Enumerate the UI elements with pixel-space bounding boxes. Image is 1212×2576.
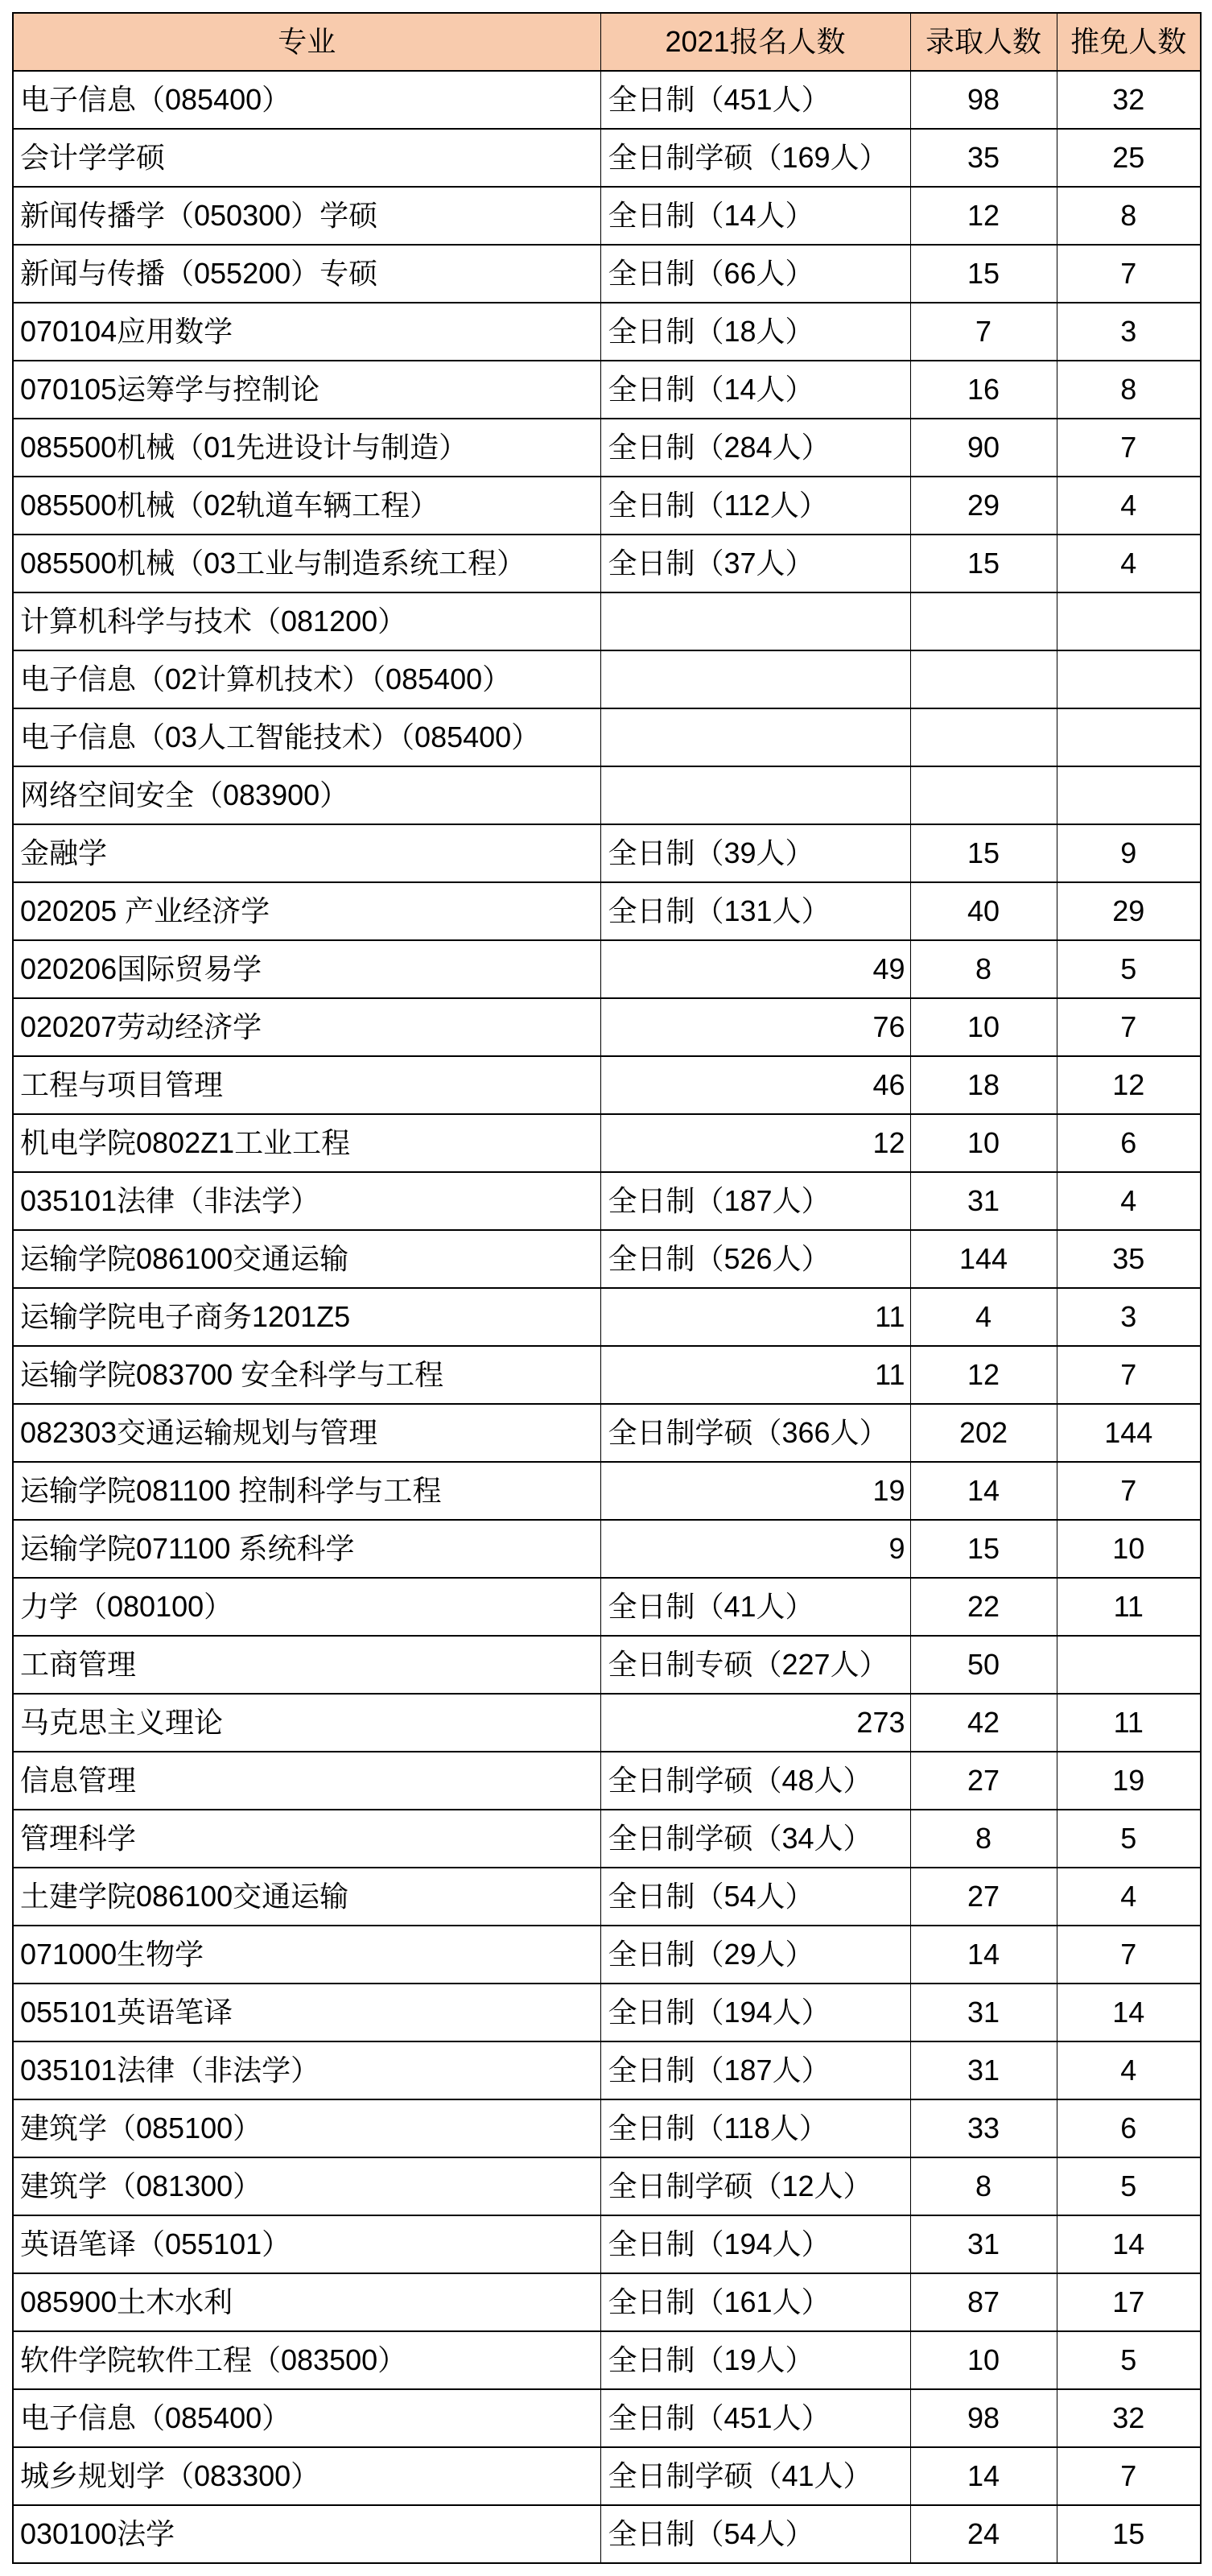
- applicants-cell: [600, 766, 910, 824]
- applicants-cell: 全日制（18人）: [600, 303, 910, 361]
- exempt-cell: 12: [1057, 1056, 1201, 1114]
- major-cell: 会计学学硕: [13, 129, 600, 187]
- table-row: [13, 1404, 1201, 1462]
- major-cell: 新闻传播学（050300）学硕: [13, 187, 600, 245]
- exempt-cell: 5: [1057, 2157, 1201, 2215]
- major-cell: 建筑学（085100）: [13, 2099, 600, 2157]
- applicants-cell: 76: [600, 998, 910, 1056]
- applicants-cell: 全日制（29人）: [600, 1926, 910, 1984]
- table-row: [13, 1520, 1201, 1578]
- admitted-cell: 35: [910, 129, 1057, 187]
- applicants-cell: 全日制（161人）: [600, 2273, 910, 2331]
- admitted-cell: 33: [910, 2099, 1057, 2157]
- table-row: [13, 2273, 1201, 2331]
- major-cell: 085500机械（01先进设计与制造）: [13, 419, 600, 477]
- major-cell: 建筑学（081300）: [13, 2157, 600, 2215]
- table-row: [13, 1346, 1201, 1404]
- major-cell: 金融学: [13, 824, 600, 882]
- applicants-cell: 49: [600, 940, 910, 998]
- exempt-cell: 7: [1057, 998, 1201, 1056]
- admitted-cell: 12: [910, 1346, 1057, 1404]
- applicants-cell: 全日制（194人）: [600, 2215, 910, 2273]
- admitted-cell: 4: [910, 1288, 1057, 1346]
- admitted-cell: 16: [910, 361, 1057, 419]
- admitted-cell: 40: [910, 882, 1057, 940]
- table-row: [13, 419, 1201, 477]
- exempt-cell: 3: [1057, 303, 1201, 361]
- table-row: [13, 2157, 1201, 2215]
- exempt-cell: 11: [1057, 1694, 1201, 1752]
- admitted-cell: 24: [910, 2505, 1057, 2563]
- admitted-cell: 15: [910, 535, 1057, 592]
- applicants-cell: 全日制（66人）: [600, 245, 910, 303]
- applicants-cell: 全日制学硕（366人）: [600, 1404, 910, 1462]
- major-cell: 信息管理: [13, 1752, 600, 1810]
- exempt-cell: 144: [1057, 1404, 1201, 1462]
- major-cell: 工程与项目管理: [13, 1056, 600, 1114]
- admitted-cell: [910, 766, 1057, 824]
- admitted-cell: 144: [910, 1230, 1057, 1288]
- applicants-cell: 全日制（14人）: [600, 361, 910, 419]
- exempt-cell: [1057, 650, 1201, 708]
- table-row: [13, 2447, 1201, 2505]
- table-row: [13, 708, 1201, 766]
- exempt-cell: 15: [1057, 2505, 1201, 2563]
- admitted-cell: [910, 708, 1057, 766]
- major-cell: 软件学院软件工程（083500）: [13, 2331, 600, 2389]
- exempt-cell: 7: [1057, 1462, 1201, 1520]
- table-row: [13, 187, 1201, 245]
- admissions-table: [12, 12, 1202, 2564]
- exempt-cell: 8: [1057, 361, 1201, 419]
- major-cell: 运输学院电子商务1201Z5: [13, 1288, 600, 1346]
- exempt-cell: 5: [1057, 2331, 1201, 2389]
- table-row: [13, 1984, 1201, 2041]
- applicants-cell: [600, 592, 910, 650]
- major-cell: 电子信息（03人工智能技术）（085400）: [13, 708, 600, 766]
- applicants-cell: 全日制学硕（12人）: [600, 2157, 910, 2215]
- applicants-cell: 全日制（451人）: [600, 2389, 910, 2447]
- admitted-cell: 31: [910, 1172, 1057, 1230]
- admitted-cell: 8: [910, 940, 1057, 998]
- exempt-cell: 4: [1057, 535, 1201, 592]
- admitted-cell: 31: [910, 2215, 1057, 2273]
- exempt-cell: 5: [1057, 940, 1201, 998]
- admitted-cell: 15: [910, 245, 1057, 303]
- major-cell: 城乡规划学（083300）: [13, 2447, 600, 2505]
- applicants-cell: 全日制（451人）: [600, 71, 910, 129]
- major-cell: 运输学院083700 安全科学与工程: [13, 1346, 600, 1404]
- table-row: [13, 1114, 1201, 1172]
- table-row: [13, 998, 1201, 1056]
- applicants-cell: 全日制（54人）: [600, 1868, 910, 1926]
- major-cell: 020206国际贸易学: [13, 940, 600, 998]
- applicants-cell: 全日制学硕（34人）: [600, 1810, 910, 1868]
- table-row: [13, 2041, 1201, 2099]
- table-row: [13, 1230, 1201, 1288]
- admitted-cell: 12: [910, 187, 1057, 245]
- major-cell: 运输学院081100 控制科学与工程: [13, 1462, 600, 1520]
- exempt-cell: 8: [1057, 187, 1201, 245]
- major-cell: 035101法律（非法学）: [13, 1172, 600, 1230]
- exempt-cell: 19: [1057, 1752, 1201, 1810]
- table-row: [13, 2505, 1201, 2563]
- applicants-cell: [600, 650, 910, 708]
- major-cell: 电子信息（02计算机技术）（085400）: [13, 650, 600, 708]
- table-row: [13, 1694, 1201, 1752]
- exempt-cell: 14: [1057, 2215, 1201, 2273]
- table-row: [13, 1288, 1201, 1346]
- exempt-cell: 6: [1057, 2099, 1201, 2157]
- exempt-cell: [1057, 592, 1201, 650]
- applicants-cell: 11: [600, 1288, 910, 1346]
- major-cell: 085500机械（03工业与制造系统工程）: [13, 535, 600, 592]
- applicants-cell: 46: [600, 1056, 910, 1114]
- major-cell: 管理科学: [13, 1810, 600, 1868]
- exempt-cell: 17: [1057, 2273, 1201, 2331]
- table-row: [13, 245, 1201, 303]
- major-cell: 运输学院071100 系统科学: [13, 1520, 600, 1578]
- admitted-cell: 14: [910, 1462, 1057, 1520]
- table-row: [13, 1926, 1201, 1984]
- applicants-cell: 19: [600, 1462, 910, 1520]
- table-row: [13, 1172, 1201, 1230]
- exempt-cell: 3: [1057, 1288, 1201, 1346]
- major-cell: 070105运筹学与控制论: [13, 361, 600, 419]
- admitted-cell: 14: [910, 1926, 1057, 1984]
- exempt-cell: 7: [1057, 419, 1201, 477]
- header-applicants: 2021报名人数: [600, 13, 910, 71]
- table-row: [13, 303, 1201, 361]
- admitted-cell: 87: [910, 2273, 1057, 2331]
- table-row: [13, 650, 1201, 708]
- exempt-cell: [1057, 708, 1201, 766]
- exempt-cell: 29: [1057, 882, 1201, 940]
- exempt-cell: 7: [1057, 1926, 1201, 1984]
- major-cell: 035101法律（非法学）: [13, 2041, 600, 2099]
- major-cell: 055101英语笔译: [13, 1984, 600, 2041]
- major-cell: 030100法学: [13, 2505, 600, 2563]
- table-row: [13, 1868, 1201, 1926]
- admitted-cell: 10: [910, 998, 1057, 1056]
- applicants-cell: 全日制（526人）: [600, 1230, 910, 1288]
- applicants-cell: 12: [600, 1114, 910, 1172]
- exempt-cell: 7: [1057, 2447, 1201, 2505]
- table-row: [13, 1752, 1201, 1810]
- applicants-cell: 9: [600, 1520, 910, 1578]
- admitted-cell: 10: [910, 1114, 1057, 1172]
- table-row: [13, 882, 1201, 940]
- major-cell: 085500机械（02轨道车辆工程）: [13, 477, 600, 535]
- applicants-cell: 全日制（39人）: [600, 824, 910, 882]
- major-cell: 电子信息（085400）: [13, 2389, 600, 2447]
- admitted-cell: 98: [910, 71, 1057, 129]
- exempt-cell: 4: [1057, 477, 1201, 535]
- applicants-cell: 全日制（14人）: [600, 187, 910, 245]
- applicants-cell: 全日制学硕（41人）: [600, 2447, 910, 2505]
- table-row: [13, 1578, 1201, 1636]
- header-row: [13, 13, 1201, 71]
- exempt-cell: [1057, 766, 1201, 824]
- applicants-cell: 全日制（187人）: [600, 2041, 910, 2099]
- table-row: [13, 129, 1201, 187]
- applicants-cell: 全日制学硕（169人）: [600, 129, 910, 187]
- table-row: [13, 1056, 1201, 1114]
- exempt-cell: [1057, 1636, 1201, 1694]
- table-row: [13, 2389, 1201, 2447]
- table-row: [13, 361, 1201, 419]
- major-cell: 电子信息（085400）: [13, 71, 600, 129]
- major-cell: 085900土木水利: [13, 2273, 600, 2331]
- admitted-cell: 50: [910, 1636, 1057, 1694]
- applicants-cell: 全日制（41人）: [600, 1578, 910, 1636]
- admitted-cell: 10: [910, 2331, 1057, 2389]
- table-row: [13, 766, 1201, 824]
- admitted-cell: 202: [910, 1404, 1057, 1462]
- table-row: [13, 1462, 1201, 1520]
- table-row: [13, 477, 1201, 535]
- applicants-cell: 全日制（194人）: [600, 1984, 910, 2041]
- exempt-cell: 4: [1057, 1172, 1201, 1230]
- major-cell: 力学（080100）: [13, 1578, 600, 1636]
- admitted-cell: 31: [910, 2041, 1057, 2099]
- applicants-cell: 全日制（284人）: [600, 419, 910, 477]
- table-row: [13, 1636, 1201, 1694]
- exempt-cell: 7: [1057, 1346, 1201, 1404]
- applicants-cell: 11: [600, 1346, 910, 1404]
- major-cell: 工商管理: [13, 1636, 600, 1694]
- admitted-cell: 98: [910, 2389, 1057, 2447]
- applicants-cell: 全日制（112人）: [600, 477, 910, 535]
- table-row: [13, 2099, 1201, 2157]
- applicants-cell: 全日制（118人）: [600, 2099, 910, 2157]
- exempt-cell: 10: [1057, 1520, 1201, 1578]
- major-cell: 马克思主义理论: [13, 1694, 600, 1752]
- header-major: 专业: [13, 13, 600, 71]
- major-cell: 070104应用数学: [13, 303, 600, 361]
- applicants-cell: 全日制（54人）: [600, 2505, 910, 2563]
- exempt-cell: 32: [1057, 2389, 1201, 2447]
- exempt-cell: 25: [1057, 129, 1201, 187]
- applicants-cell: [600, 708, 910, 766]
- major-cell: 网络空间安全（083900）: [13, 766, 600, 824]
- table-row: [13, 592, 1201, 650]
- admitted-cell: 7: [910, 303, 1057, 361]
- admitted-cell: 8: [910, 2157, 1057, 2215]
- applicants-cell: 全日制专硕（227人）: [600, 1636, 910, 1694]
- major-cell: 运输学院086100交通运输: [13, 1230, 600, 1288]
- table-row: [13, 535, 1201, 592]
- applicants-cell: 全日制学硕（48人）: [600, 1752, 910, 1810]
- admitted-cell: 29: [910, 477, 1057, 535]
- admitted-cell: [910, 592, 1057, 650]
- exempt-cell: 5: [1057, 1810, 1201, 1868]
- exempt-cell: 4: [1057, 2041, 1201, 2099]
- admitted-cell: 14: [910, 2447, 1057, 2505]
- header-admitted: 录取人数: [910, 13, 1057, 71]
- exempt-cell: 14: [1057, 1984, 1201, 2041]
- major-cell: 020205 产业经济学: [13, 882, 600, 940]
- exempt-cell: 4: [1057, 1868, 1201, 1926]
- exempt-cell: 9: [1057, 824, 1201, 882]
- major-cell: 082303交通运输规划与管理: [13, 1404, 600, 1462]
- major-cell: 机电学院0802Z1工业工程: [13, 1114, 600, 1172]
- major-cell: 英语笔译（055101）: [13, 2215, 600, 2273]
- admitted-cell: 31: [910, 1984, 1057, 2041]
- major-cell: 071000生物学: [13, 1926, 600, 1984]
- major-cell: 计算机科学与技术（081200）: [13, 592, 600, 650]
- admitted-cell: 8: [910, 1810, 1057, 1868]
- admitted-cell: 27: [910, 1868, 1057, 1926]
- table-row: [13, 71, 1201, 129]
- table-row: [13, 1810, 1201, 1868]
- admitted-cell: 27: [910, 1752, 1057, 1810]
- applicants-cell: 273: [600, 1694, 910, 1752]
- table-row: [13, 2215, 1201, 2273]
- exempt-cell: 6: [1057, 1114, 1201, 1172]
- exempt-cell: 11: [1057, 1578, 1201, 1636]
- applicants-cell: 全日制（131人）: [600, 882, 910, 940]
- major-cell: 020207劳动经济学: [13, 998, 600, 1056]
- applicants-cell: 全日制（19人）: [600, 2331, 910, 2389]
- exempt-cell: 35: [1057, 1230, 1201, 1288]
- applicants-cell: 全日制（37人）: [600, 535, 910, 592]
- table-row: [13, 824, 1201, 882]
- exempt-cell: 7: [1057, 245, 1201, 303]
- admitted-cell: 22: [910, 1578, 1057, 1636]
- admitted-cell: [910, 650, 1057, 708]
- admitted-cell: 15: [910, 1520, 1057, 1578]
- admitted-cell: 18: [910, 1056, 1057, 1114]
- applicants-cell: 全日制（187人）: [600, 1172, 910, 1230]
- major-cell: 土建学院086100交通运输: [13, 1868, 600, 1926]
- admitted-cell: 90: [910, 419, 1057, 477]
- admitted-cell: 42: [910, 1694, 1057, 1752]
- admitted-cell: 15: [910, 824, 1057, 882]
- exempt-cell: 32: [1057, 71, 1201, 129]
- major-cell: 新闻与传播（055200）专硕: [13, 245, 600, 303]
- table-row: [13, 2331, 1201, 2389]
- header-exempt: 推免人数: [1057, 13, 1201, 71]
- table-row: [13, 940, 1201, 998]
